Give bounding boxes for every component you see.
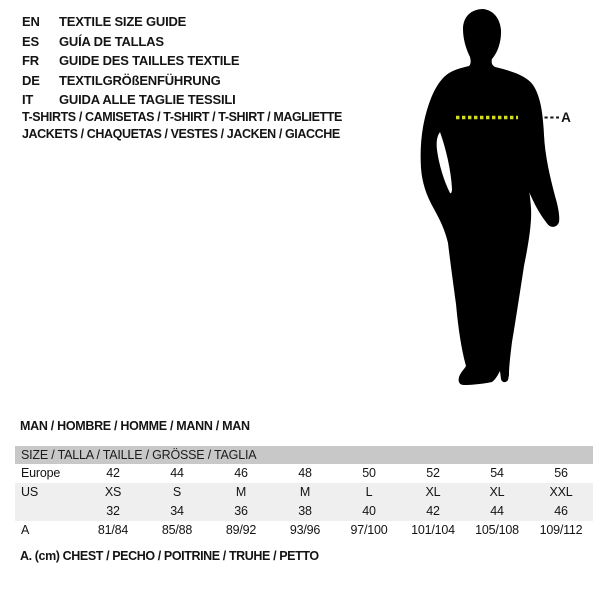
size-table-cell: M xyxy=(299,485,311,499)
measure-label-a: A xyxy=(561,110,571,125)
size-table-cell: XS xyxy=(104,485,122,499)
size-table-cell: XL xyxy=(425,485,441,499)
language-label: GUIDE DES TAILLES TEXTILE xyxy=(59,53,240,69)
category-list xyxy=(22,109,342,143)
size-table-cell: 101/104 xyxy=(411,523,455,537)
size-table-cell: 48 xyxy=(298,466,312,480)
language-row xyxy=(22,51,239,71)
language-row xyxy=(22,32,239,52)
size-table-cell: XL xyxy=(489,485,505,499)
size-table-cell: 81/84 xyxy=(97,523,129,537)
size-table-cell: 52 xyxy=(426,466,440,480)
size-table-cell: S xyxy=(172,485,182,499)
size-table-cell: 93/96 xyxy=(289,523,321,537)
size-table-body xyxy=(15,464,593,540)
language-code: EN xyxy=(22,14,40,30)
size-table-row-label: A xyxy=(21,523,30,537)
size-table-cell: 97/100 xyxy=(350,523,388,537)
size-table-cell: 44 xyxy=(490,504,504,518)
size-table-cell: L xyxy=(365,485,373,499)
size-table-cell: 46 xyxy=(554,504,568,518)
size-table-cell: 42 xyxy=(106,466,120,480)
size-table-row xyxy=(15,483,593,502)
language-row xyxy=(22,71,239,91)
language-label: GUÍA DE TALLAS xyxy=(59,33,164,49)
man-silhouette xyxy=(415,4,575,392)
size-table xyxy=(15,446,593,540)
size-table-cell: 109/112 xyxy=(539,523,583,537)
man-silhouette-path xyxy=(421,9,560,385)
size-table-cell: XXL xyxy=(549,485,573,499)
size-table-cell: 32 xyxy=(106,504,120,518)
language-code: DE xyxy=(22,72,40,88)
size-table-cell: 89/92 xyxy=(225,523,257,537)
language-code: IT xyxy=(22,92,34,108)
footnote: A. (cm) CHEST / PECHO / POITRINE / TRUHE / PETTO xyxy=(20,549,319,563)
size-table-cell: 54 xyxy=(490,466,504,480)
size-table-cell: 40 xyxy=(362,504,376,518)
size-table-row xyxy=(15,502,593,521)
size-table-cell: 34 xyxy=(170,504,184,518)
size-table-row-label xyxy=(15,502,81,521)
size-table-cell: 50 xyxy=(362,466,376,480)
section-title: MAN / HOMBRE / HOMME / MANN / MAN xyxy=(20,419,250,433)
size-table-cell: 105/108 xyxy=(475,523,519,537)
category-line: T-SHIRTS / CAMISETAS / T-SHIRT / T-SHIRT / MAGLIETTE xyxy=(22,110,342,124)
size-table-cell: 36 xyxy=(234,504,248,518)
size-table-cell: 56 xyxy=(554,466,568,480)
language-code: FR xyxy=(22,53,39,69)
size-table-header: SIZE / TALLA / TAILLE / GRÖSSE / TAGLIA xyxy=(15,446,593,464)
size-table-cell: M xyxy=(235,485,247,499)
size-table-cell: 38 xyxy=(298,504,312,518)
size-table-row xyxy=(15,464,593,483)
size-table-cell: 44 xyxy=(170,466,184,480)
language-label: GUIDA ALLE TAGLIE TESSILI xyxy=(59,92,236,108)
language-code: ES xyxy=(22,33,39,49)
size-table-row-label: US xyxy=(21,485,38,499)
category-line: JACKETS / CHAQUETAS / VESTES / JACKEN / GIACCHE xyxy=(22,127,340,141)
size-table-cell: 46 xyxy=(234,466,248,480)
language-label: TEXTILGRÖßENFÜHRUNG xyxy=(59,72,221,88)
size-table-cell: 85/88 xyxy=(161,523,193,537)
language-row xyxy=(22,12,239,32)
size-table-row-label: Europe xyxy=(21,466,61,480)
size-table-row xyxy=(15,521,593,540)
language-list xyxy=(22,12,239,110)
language-row xyxy=(22,90,239,110)
language-label: TEXTILE SIZE GUIDE xyxy=(59,14,187,30)
size-table-cell: 42 xyxy=(426,504,440,518)
